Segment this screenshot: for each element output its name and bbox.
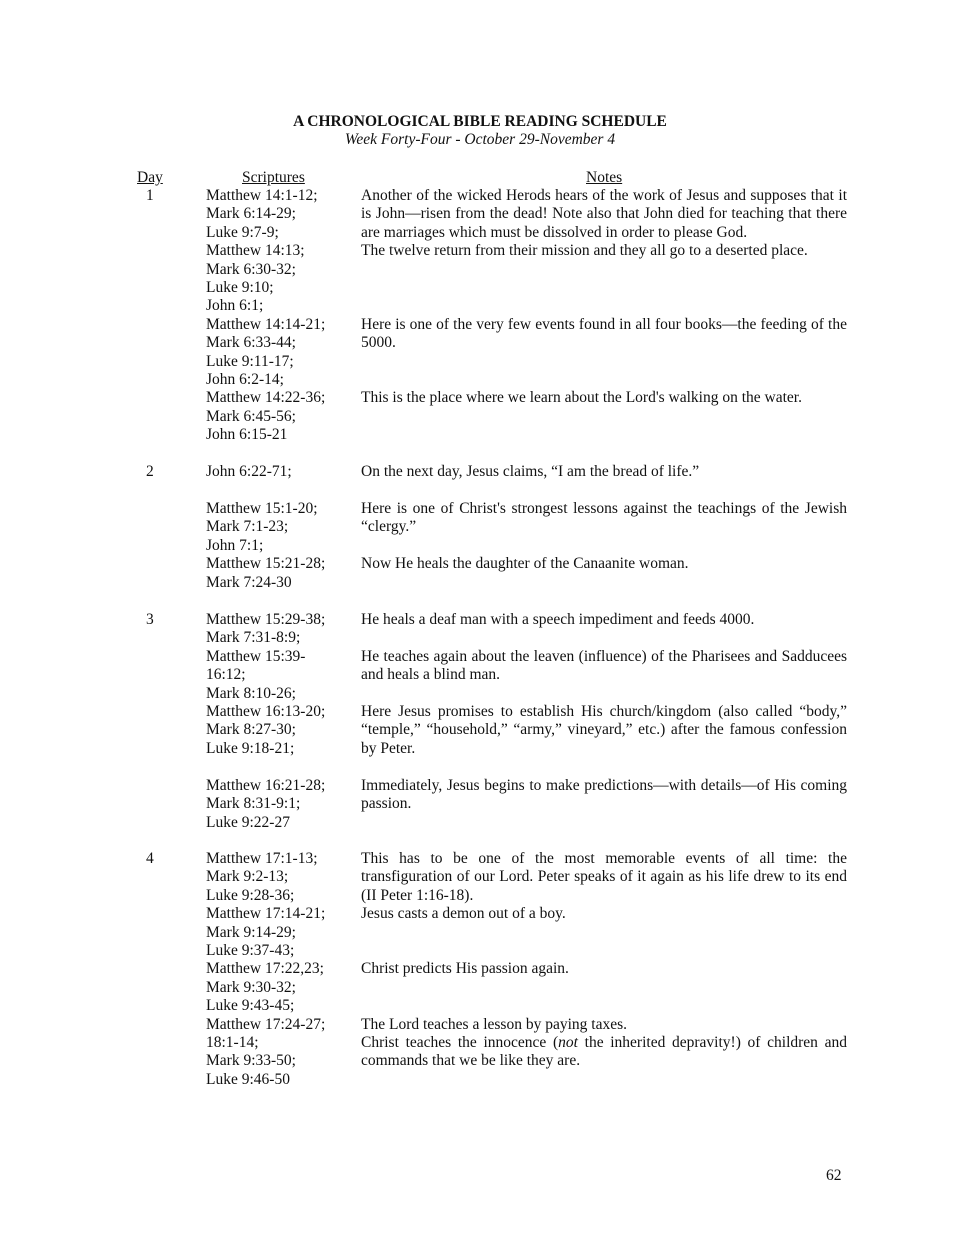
scripture-ref: John 6:1; — [206, 297, 264, 315]
scripture-ref: Mark 6:33-44; — [206, 334, 296, 352]
scripture-ref: Luke 9:28-36; — [206, 886, 295, 904]
scripture-ref: Mark 8:27-30; — [206, 721, 296, 739]
scripture-ref: Matthew 16:21-28; — [206, 777, 326, 794]
note-text: Here Jesus promises to establish His church/kingdom (also called “body,” “temple,” “household,” “army,” vineyard,” etc.) after the famous confession by Peter. — [361, 703, 847, 757]
scripture-ref: Mark 7:1-23; — [206, 518, 289, 536]
scripture-ref: Mark 9:14-29; — [206, 923, 296, 941]
column-header-scriptures: Scriptures — [242, 169, 305, 186]
scripture-ref: Luke 9:43-45; — [206, 997, 295, 1015]
scripture-ref: Matthew 15:21-28; — [206, 555, 326, 573]
scripture-ref: Matthew 16:13-20; — [206, 703, 326, 720]
scripture-ref: Matthew 17:1-13; — [206, 850, 318, 867]
note-text-part: Christ teaches the innocence ( — [361, 1034, 559, 1051]
note-text: Now He heals the daughter of the Canaanite woman. — [361, 555, 689, 573]
scripture-ref: Luke 9:11-17; — [206, 352, 294, 370]
scripture-ref: Mark 6:45-56; — [206, 407, 296, 425]
document-subtitle: Week Forty-Four - October 29-November 4 — [344, 131, 616, 148]
note-emphasis: not — [558, 1034, 578, 1051]
column-header-notes: Notes — [586, 169, 623, 186]
page-number: 62 — [826, 1167, 842, 1184]
scripture-ref: Matthew 14:13; — [206, 242, 305, 260]
note-text: On the next day, Jesus claims, “I am the bread of life.” — [361, 463, 700, 480]
note-text: Christ predicts His passion again. — [361, 960, 569, 978]
scripture-ref: 18:1-14; — [206, 1034, 259, 1051]
note-text: He heals a deaf man with a speech impediment and feeds 4000. — [361, 611, 755, 628]
scripture-ref: Matthew 15:29-38; — [206, 611, 326, 628]
note-text — [361, 1034, 847, 1071]
scripture-ref: Mark 9:30-32; — [206, 978, 296, 996]
scripture-ref: Luke 9:22-27 — [206, 813, 290, 831]
scripture-ref: Mark 8:10-26; — [206, 684, 296, 702]
scripture-ref: Mark 8:31-9:1; — [206, 795, 301, 813]
scripture-ref: Luke 9:7-9; — [206, 223, 279, 241]
scripture-ref: Luke 9:18-21; — [206, 739, 295, 757]
day-number: 4 — [146, 850, 154, 867]
note-text: This has to be one of the most memorable events of all time: the transfiguration of our Lord. Peter speaks of it again as his life drew to its end (II Peter 1:16-18). — [361, 850, 847, 904]
scripture-ref: Mark 7:24-30 — [206, 573, 292, 591]
scripture-ref: Matthew 14:22-36; — [206, 389, 326, 407]
scripture-ref: Luke 9:10; — [206, 279, 274, 296]
scripture-ref: Mark 6:30-32; — [206, 260, 296, 278]
scripture-ref: Matthew 17:24-27; — [206, 1015, 326, 1033]
scripture-ref: Mark 6:14-29; — [206, 205, 296, 223]
scripture-ref: Matthew 17:14-21; — [206, 905, 326, 923]
day-number: 3 — [146, 611, 154, 628]
note-text: Here is one of the very few events found in all four books—the feeding of the 5000. — [361, 315, 847, 352]
note-text: The Lord teaches a lesson by paying taxes. — [361, 1015, 627, 1033]
day-number: 1 — [146, 187, 154, 204]
note-text: The twelve return from their mission and they all go to a deserted place. — [361, 242, 808, 260]
scripture-ref: Mark 9:33-50; — [206, 1052, 296, 1070]
note-text: He teaches again about the leaven (influence) of the Pharisees and Sadducees and heals a blind man. — [361, 647, 847, 684]
scripture-ref: Mark 7:31-8:9; — [206, 629, 301, 647]
note-text: This is the place where we learn about the Lord's walking on the water. — [361, 389, 802, 407]
note-text-part: the inherited depravity!) of children and commands that we be like they are. — [361, 1034, 847, 1070]
scripture-ref: Matthew 15:1-20; — [206, 500, 318, 517]
scripture-ref: Luke 9:37-43; — [206, 942, 295, 959]
note-text: Jesus casts a demon out of a boy. — [361, 905, 566, 923]
scripture-ref: Luke 9:46-50 — [206, 1070, 290, 1088]
document-title: A CHRONOLOGICAL BIBLE READING SCHEDULE — [293, 113, 667, 130]
scripture-ref: John 6:22-71; — [206, 463, 292, 480]
scripture-ref: Mark 9:2-13; — [206, 868, 289, 886]
note-text: Here is one of Christ's strongest lessons against the teachings of the Jewish “clergy.” — [361, 500, 847, 536]
scripture-ref: Matthew 17:22,23; — [206, 960, 324, 978]
scripture-ref: John 7:1; — [206, 536, 264, 554]
scripture-ref: John 6:15-21 — [206, 426, 288, 444]
scripture-ref: John 6:2-14; — [206, 371, 284, 388]
column-header-day: Day — [137, 169, 163, 186]
day-number: 2 — [146, 463, 154, 480]
note-text: Another of the wicked Herods hears of the work of Jesus and supposes that it is John—risen from the dead! Note also that John died for teaching that there are marriages which must be dissolved in order to please God. — [361, 187, 847, 241]
scripture-ref: Matthew 14:1-12; — [206, 187, 318, 204]
scripture-ref: Matthew 14:14-21; — [206, 315, 326, 333]
note-text: Immediately, Jesus begins to make predictions—with details—of His coming passion. — [361, 777, 847, 813]
scripture-ref: 16:12; — [206, 666, 246, 684]
scripture-ref: Matthew 15:39- — [206, 647, 306, 665]
